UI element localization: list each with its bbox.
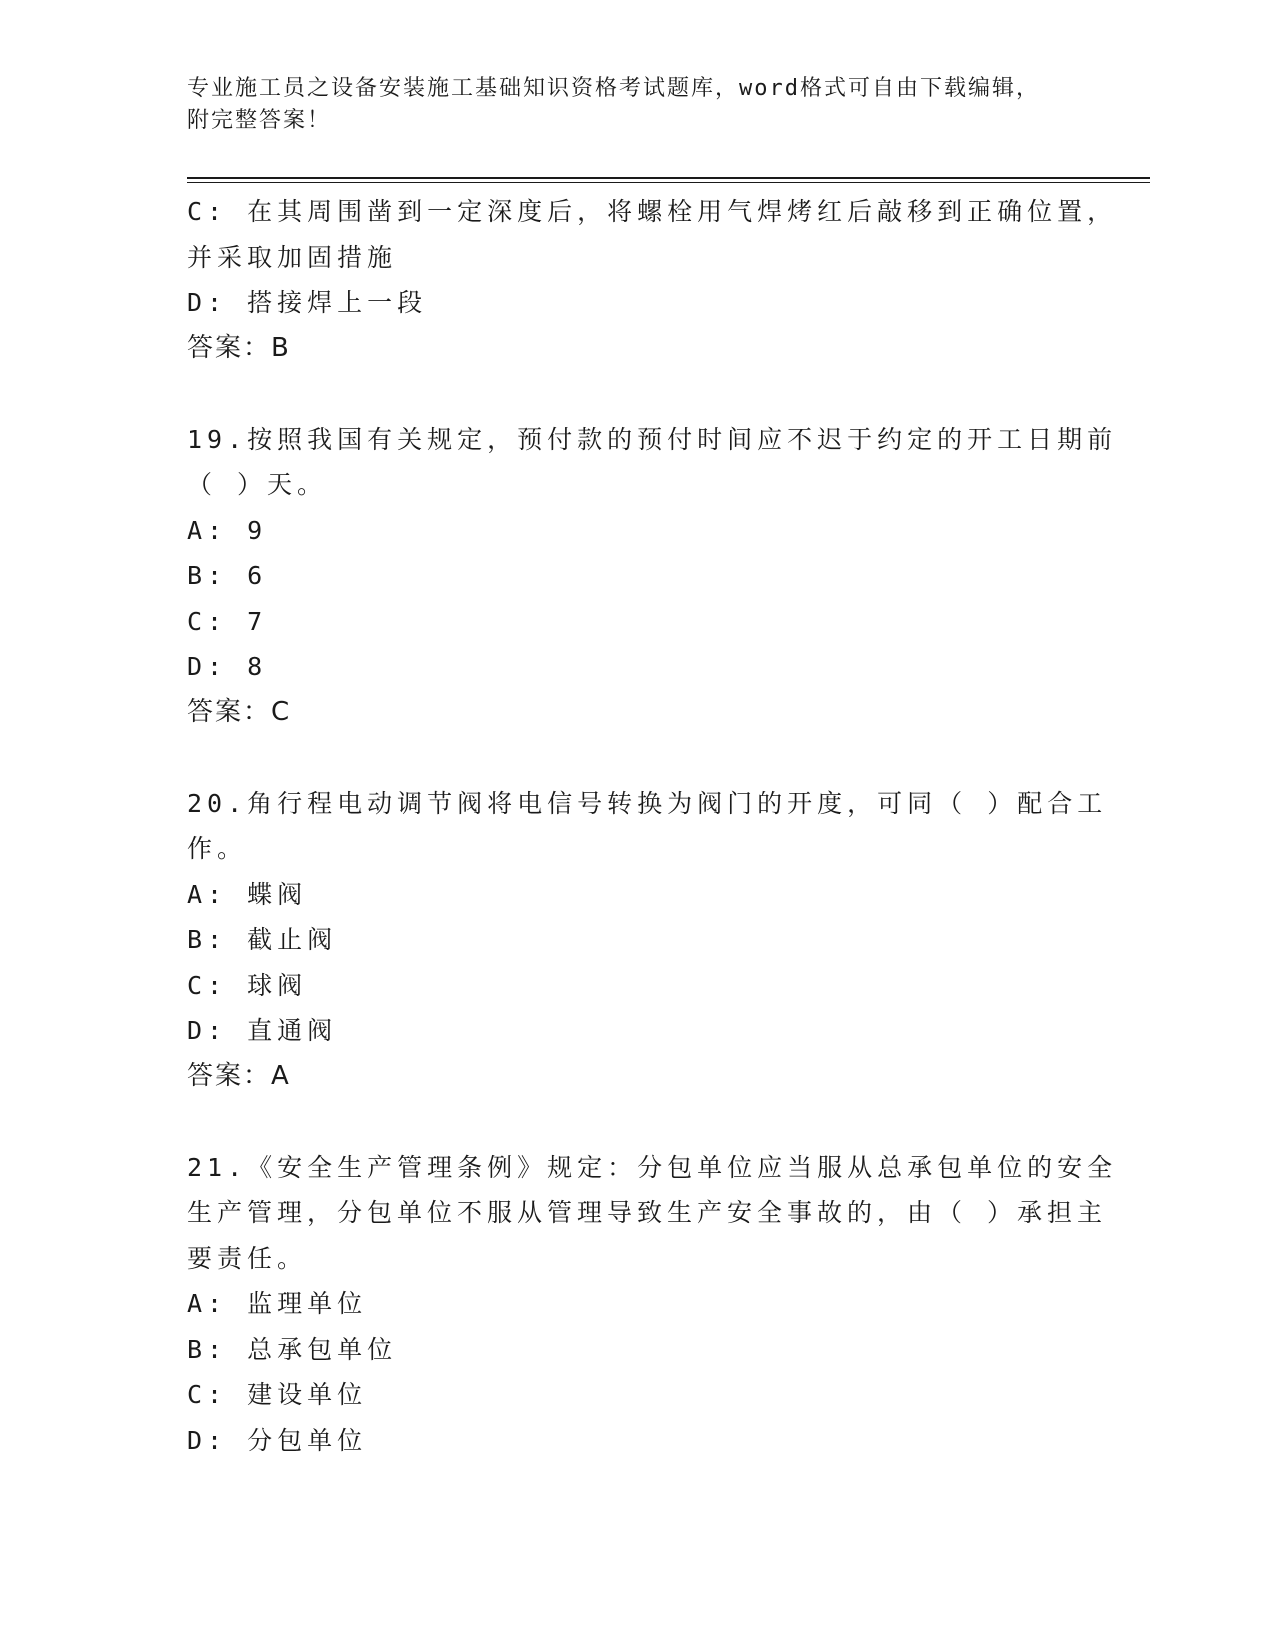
header-title-line-1: 专业施工员之设备安装施工基础知识资格考试题库，word格式可自由下载编辑，	[187, 76, 1040, 101]
option-a: A: 9	[187, 515, 268, 545]
option-c: C: 球阀	[187, 970, 308, 1000]
answer-line: 答案：C	[187, 696, 292, 727]
document-body	[187, 189, 1118, 1463]
option-d: D: 搭接焊上一段	[187, 288, 428, 317]
option-b: B: 截止阀	[187, 925, 338, 954]
option-d: D: 8	[187, 652, 268, 681]
header-divider-thick	[187, 177, 1150, 179]
header-divider-thin	[187, 182, 1150, 183]
spacer	[187, 1099, 1087, 1145]
question-21	[187, 1145, 1118, 1464]
question-stem-line-2: 生产管理，分包单位不服从管理导致生产安全事故的，由（ ）承担主	[187, 1198, 1108, 1227]
option-a: A: 蝶阀	[187, 879, 308, 909]
question-stem-line-2: （ ）天。	[187, 470, 328, 499]
option-a: A: 监理单位	[187, 1289, 368, 1318]
spacer	[187, 735, 1087, 781]
question-stem-line-1: 19.按照我国有关规定，预付款的预付时间应不迟于约定的开工日期前	[187, 424, 1118, 454]
option-c-line-1: C: 在其周围凿到一定深度后，将螺栓用气焊烤红后敲移到正确位置，	[187, 197, 1118, 226]
option-d: D: 分包单位	[187, 1425, 368, 1455]
question-19	[187, 417, 1118, 736]
option-c: C: 7	[187, 606, 268, 636]
option-c-line-2: 并采取加固措施	[187, 242, 398, 272]
question-stem-line-2: 作。	[187, 834, 248, 863]
document-header	[187, 73, 1087, 137]
option-b: B: 总承包单位	[187, 1334, 398, 1364]
question-stem-line-3: 要责任。	[187, 1243, 308, 1273]
option-d: D: 直通阀	[187, 1016, 338, 1045]
question-20	[187, 781, 1108, 1100]
answer-line: 答案：A	[187, 1060, 291, 1091]
answer-line: 答案：B	[187, 332, 291, 363]
question-stem-line-1: 21.《安全生产管理条例》规定：分包单位应当服从总承包单位的安全	[187, 1152, 1118, 1182]
question-stem-line-1: 20.角行程电动调节阀将电信号转换为阀门的开度，可同（ ）配合工	[187, 788, 1108, 818]
question-18-tail	[187, 189, 1118, 371]
spacer	[187, 371, 1087, 417]
option-c: C: 建设单位	[187, 1380, 368, 1409]
header-title-line-2: 附完整答案！	[187, 108, 332, 133]
option-b: B: 6	[187, 561, 268, 590]
